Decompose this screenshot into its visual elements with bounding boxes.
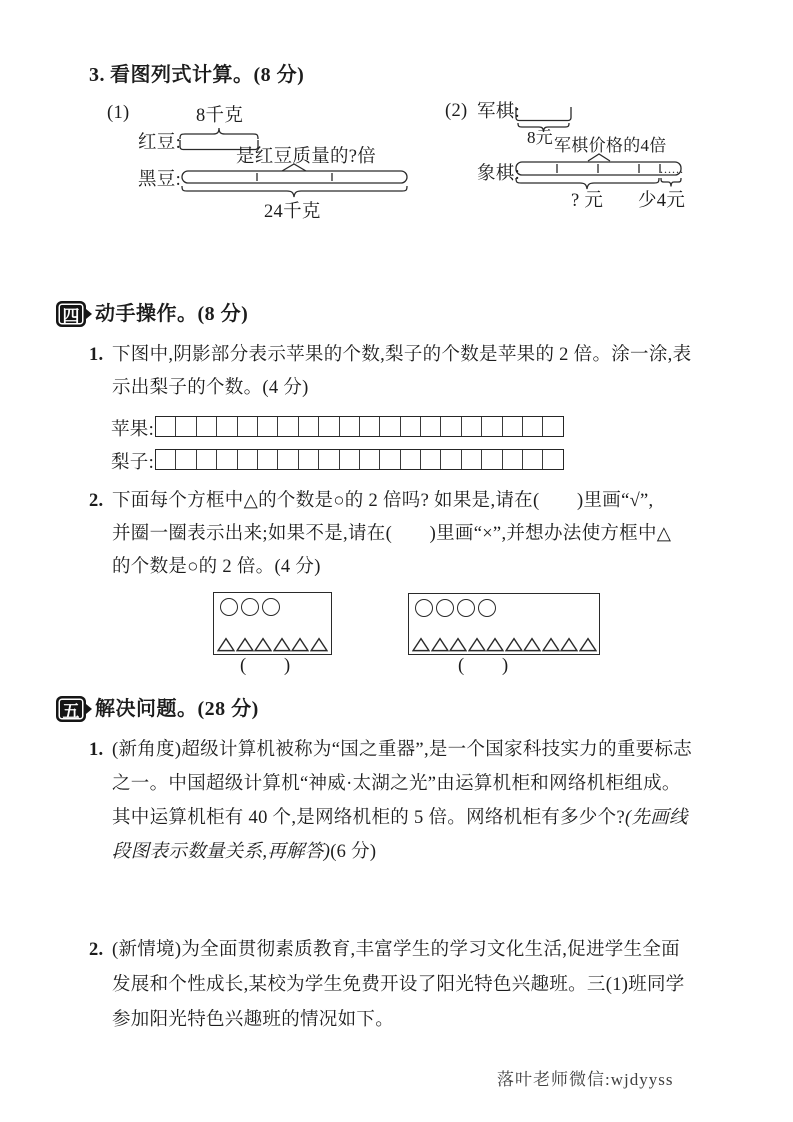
triangle-shape: [542, 637, 560, 652]
section5-badge: 五: [56, 696, 86, 722]
grid-cell[interactable]: [217, 450, 237, 469]
grid-cell[interactable]: [503, 450, 523, 469]
q3-heading: 看图列式计算。(8 分): [110, 64, 305, 86]
circle-shape: [478, 599, 496, 617]
blackbean-bar: [182, 171, 407, 183]
q4-p1-number: 1.: [89, 345, 104, 365]
q5-p1-line4: [112, 841, 376, 863]
q5-p2-line3: 参加阳光特色兴趣班的情况如下。: [112, 1010, 395, 1030]
circle-shape: [415, 599, 433, 617]
grid-cell[interactable]: [441, 450, 461, 469]
grid-cell[interactable]: [197, 417, 217, 436]
triangle-shape: [431, 637, 449, 652]
grid-cell[interactable]: [380, 417, 400, 436]
q5-p2-line2: 发展和个性成长,某校为学生免费开设了阳光特色兴趣班。三(1)班同学: [112, 975, 685, 995]
triangle-shape: [449, 637, 467, 652]
q5-p2-line1: (新情境)为全面贯彻素质教育,丰富学生的学习文化生活,促进学生全面: [112, 940, 680, 960]
q4-heading: 动手操作。(8 分): [95, 303, 249, 325]
diagram1-top-value: 8千克: [196, 106, 244, 126]
grid-cell[interactable]: [238, 450, 258, 469]
grid-cell[interactable]: [156, 450, 176, 469]
diagram2-row1-label: 军棋:: [477, 102, 521, 122]
q4-p2-line3: 的个数是○的 2 倍。(4 分): [112, 557, 321, 577]
q4-p2-line1: 下面每个方框中△的个数是○的 2 倍吗? 如果是,请在( )里画“√”,: [112, 491, 654, 511]
triangle-shape: [412, 637, 430, 652]
grid-cell[interactable]: [258, 417, 278, 436]
diagram2-row2-label: 象棋:: [477, 164, 521, 184]
grid-cell[interactable]: [258, 450, 278, 469]
q4-p1-line2: 示出梨子的个数。(4 分): [112, 378, 309, 398]
pear-grid-label: 梨子:: [111, 453, 155, 473]
diagram2-row1-value: 8元: [527, 128, 554, 147]
grid-cell[interactable]: [380, 450, 400, 469]
grid-cell[interactable]: [462, 417, 482, 436]
grid-cell[interactable]: [217, 417, 237, 436]
diagram1-bottom-value: 24千克: [264, 202, 321, 222]
triangle-shape: [217, 637, 235, 652]
grid-cell[interactable]: [238, 417, 258, 436]
circle-shape: [262, 598, 280, 616]
xiangqi-underbrace: [516, 178, 659, 189]
diagram2-less-value: 少4元: [638, 191, 686, 211]
apple-grid-label: 苹果:: [111, 420, 155, 440]
apple-grid[interactable]: [155, 416, 564, 437]
diagram2-question-value: ? 元: [571, 191, 604, 211]
q5-p1-line3-hint: (先画线: [625, 808, 688, 828]
grid-cell[interactable]: [421, 417, 441, 436]
grid-cell[interactable]: [360, 450, 380, 469]
junqi-bar: [516, 107, 571, 121]
section4-badge: 四: [56, 301, 86, 327]
grid-cell[interactable]: [176, 450, 196, 469]
q5-p1-line1: (新角度)超级计算机被称为“国之重器”,是一个国家科技实力的重要标志: [112, 740, 693, 760]
triangle-shape: [468, 637, 486, 652]
blackbean-underbrace: [182, 186, 407, 197]
circle-shape: [220, 598, 238, 616]
diagram2-label: (2): [445, 101, 468, 121]
redbean-overbrace: [180, 128, 258, 139]
shape-box-1: [213, 592, 332, 655]
grid-cell[interactable]: [482, 450, 502, 469]
triangle-shape: [236, 637, 254, 652]
diagram1-row2-label: 黑豆:: [138, 170, 182, 190]
q5-p1-number: 1.: [89, 740, 104, 760]
triangle-shape: [505, 637, 523, 652]
grid-cell[interactable]: [176, 417, 196, 436]
triangle-row-1: [217, 637, 328, 652]
circle-row-2: [409, 594, 599, 617]
grid-cell[interactable]: [401, 417, 421, 436]
grid-cell[interactable]: [319, 417, 339, 436]
triangle-shape: [486, 637, 504, 652]
grid-cell[interactable]: [482, 417, 502, 436]
diagram1-label: (1): [107, 103, 130, 123]
grid-cell[interactable]: [340, 450, 360, 469]
diagram1-multiple-label: 是红豆质量的?倍: [236, 147, 377, 167]
answer-blank-2[interactable]: ( ): [458, 656, 509, 676]
triangle-shape: [310, 637, 328, 652]
footer-watermark: 落叶老师微信:wjdyyss: [497, 1070, 674, 1089]
triangle-shape: [273, 637, 291, 652]
shape-box-2: [408, 593, 600, 655]
grid-cell[interactable]: [401, 450, 421, 469]
q4-p2-line2: 并圈一圈表示出来;如果不是,请在( )里画“×”,并想办法使方框中△: [112, 524, 672, 544]
grid-cell[interactable]: [299, 450, 319, 469]
circle-shape: [436, 599, 454, 617]
grid-cell[interactable]: [360, 417, 380, 436]
q5-p1-line2: 之一。中国超级计算机“神威·太湖之光”由运算机柜和网络机柜组成。: [112, 774, 681, 794]
circle-shape: [241, 598, 259, 616]
pear-grid[interactable]: [155, 449, 564, 470]
grid-cell[interactable]: [462, 450, 482, 469]
diagram2-dashed-dots: ......: [660, 162, 684, 176]
q4-p1-line1: 下图中,阴影部分表示苹果的个数,梨子的个数是苹果的 2 倍。涂一涂,表: [112, 345, 692, 365]
grid-cell[interactable]: [543, 417, 562, 436]
circle-row-1: [214, 593, 331, 616]
grid-cell[interactable]: [278, 450, 298, 469]
grid-cell[interactable]: [523, 417, 543, 436]
answer-blank-1[interactable]: ( ): [240, 656, 291, 676]
grid-cell[interactable]: [278, 417, 298, 436]
diagram1-row1-label: 红豆:: [138, 133, 182, 153]
grid-cell[interactable]: [543, 450, 562, 469]
triangle-shape: [560, 637, 578, 652]
triangle-shape: [579, 637, 597, 652]
q5-p1-line4-score: (6 分): [330, 842, 377, 862]
grid-cell[interactable]: [441, 417, 461, 436]
less4-underbrace: [661, 178, 681, 187]
grid-cell[interactable]: [156, 417, 176, 436]
grid-cell[interactable]: [299, 417, 319, 436]
q5-p2-number: 2.: [89, 940, 104, 960]
grid-cell[interactable]: [197, 450, 217, 469]
xiangqi-bar: [516, 162, 681, 175]
circle-shape: [457, 599, 475, 617]
q5-p1-line4-hint: 段图表示数量关系,再解答): [112, 842, 331, 862]
triangle-shape: [254, 637, 272, 652]
grid-cell[interactable]: [421, 450, 441, 469]
triangle-shape: [523, 637, 541, 652]
grid-cell[interactable]: [503, 417, 523, 436]
q5-heading: 解决问题。(28 分): [95, 698, 259, 720]
q5-p1-line3-main: 其中运算机柜有 40 个,是网络机柜的 5 倍。网络机柜有多少个?: [112, 808, 625, 828]
q5-p1-line3: [112, 807, 688, 829]
grid-cell[interactable]: [523, 450, 543, 469]
triangle-row-2: [412, 637, 597, 652]
q3-number: 3.: [89, 64, 105, 86]
triangle-shape: [291, 637, 309, 652]
q4-p2-number: 2.: [89, 491, 104, 511]
grid-cell[interactable]: [319, 450, 339, 469]
grid-cell[interactable]: [340, 417, 360, 436]
diagram2-multiple-label: 军棋价格的4倍: [554, 136, 667, 155]
